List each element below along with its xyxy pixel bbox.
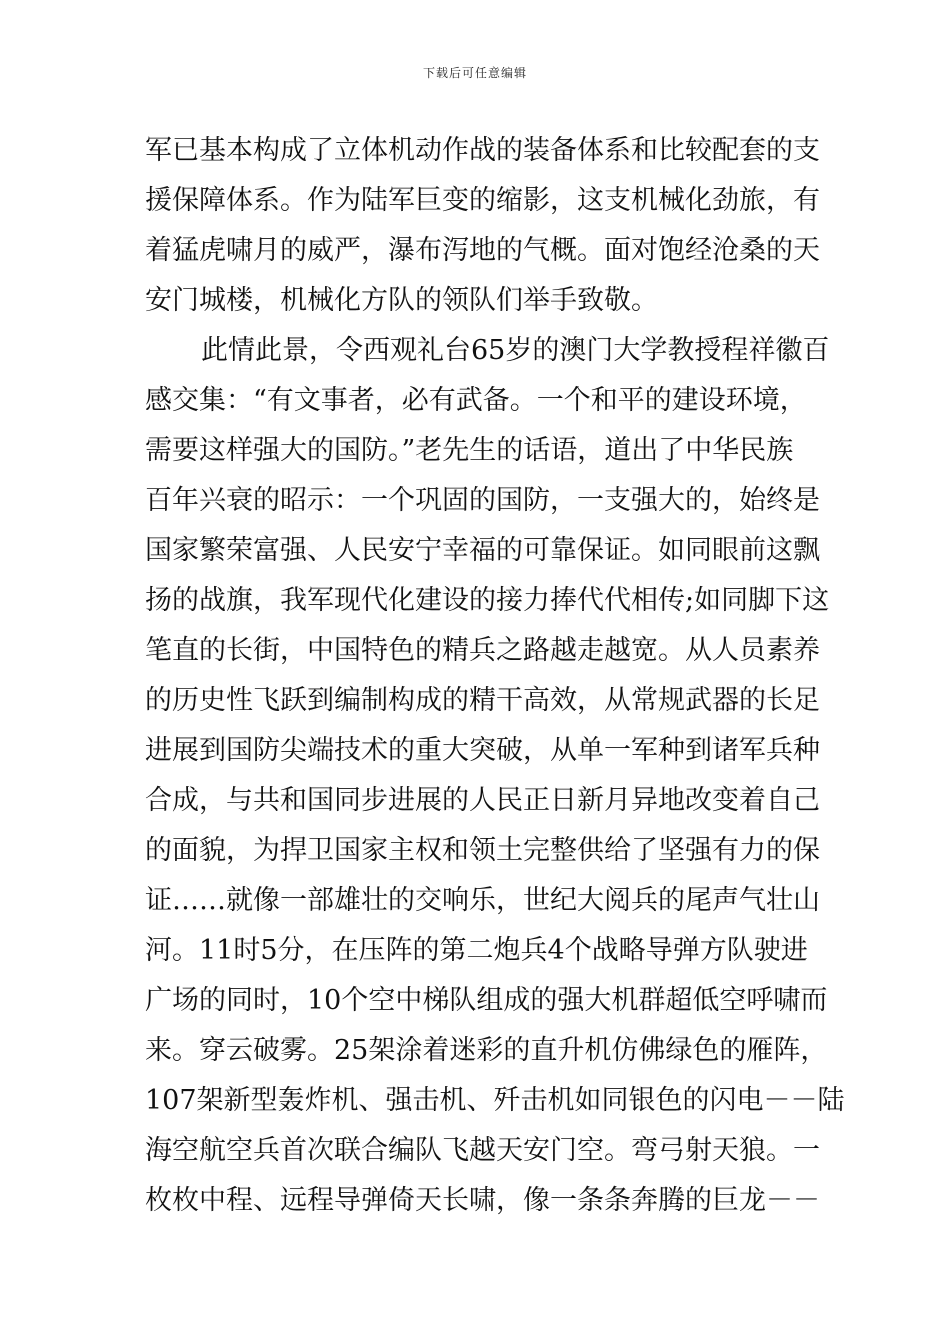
text-line: 感交集：“有文事者，必有武备。一个和平的建设环境，	[145, 385, 807, 416]
text-line: 的历史性飞跃到编制构成的精干高效，从常规武器的长足	[145, 685, 820, 716]
paragraph-start-line: 此情此景，令西观礼台65岁的澳门大学教授程祥徽百	[201, 335, 830, 366]
text-line: 海空航空兵首次联合编队飞越天安门空。弯弓射天狼。一	[145, 1135, 820, 1166]
text-line: 合成，与共和国同步进展的人民正日新月异地改变着自己	[145, 785, 820, 816]
text-line: 广场的同时，10个空中梯队组成的强大机群超低空呼啸而	[145, 985, 828, 1016]
text-line: 着猛虎啸月的威严，瀑布泻地的气概。面对饱经沧桑的天	[145, 235, 820, 266]
text-line: 河。11时5分，在压阵的第二炮兵4个战略导弹方队驶进	[145, 935, 808, 966]
document-body	[145, 126, 845, 1226]
text-line: 百年兴衰的昭示：一个巩固的国防，一支强大的，始终是	[145, 485, 820, 516]
text-line: 来。穿云破雾。25架涂着迷彩的直升机仿佛绿色的雁阵，	[145, 1035, 828, 1066]
text-line: 枚枚中程、远程导弹倚天长啸，像一条条奔腾的巨龙－－	[145, 1185, 820, 1216]
text-line: 的面貌，为捍卫国家主权和领土完整供给了坚强有力的保	[145, 835, 820, 866]
text-line: 军已基本构成了立体机动作战的装备体系和比较配套的支	[145, 135, 820, 166]
text-line: 援保障体系。作为陆军巨变的缩影，这支机械化劲旅，有	[145, 185, 820, 216]
header-note: 下载后可任意编辑	[422, 66, 527, 80]
text-line: 需要这样强大的国防。”老先生的话语，道出了中华民族	[145, 435, 794, 466]
text-line: 安门城楼，机械化方队的领队们举手致敬。	[145, 285, 658, 316]
text-line: 笔直的长街，中国特色的精兵之路越走越宽。从人员素养	[145, 635, 820, 666]
text-line: 107架新型轰炸机、强击机、歼击机如同银色的闪电－－陆	[145, 1085, 845, 1116]
text-line: 证……就像一部雄壮的交响乐，世纪大阅兵的尾声气壮山	[145, 885, 820, 916]
text-line: 进展到国防尖端技术的重大突破，从单一军种到诸军兵种	[145, 735, 820, 766]
text-line: 国家繁荣富强、人民安宁幸福的可靠保证。如同眼前这飘	[145, 535, 820, 566]
text-line: 扬的战旗，我军现代化建设的接力捧代代相传;如同脚下这	[145, 585, 830, 616]
